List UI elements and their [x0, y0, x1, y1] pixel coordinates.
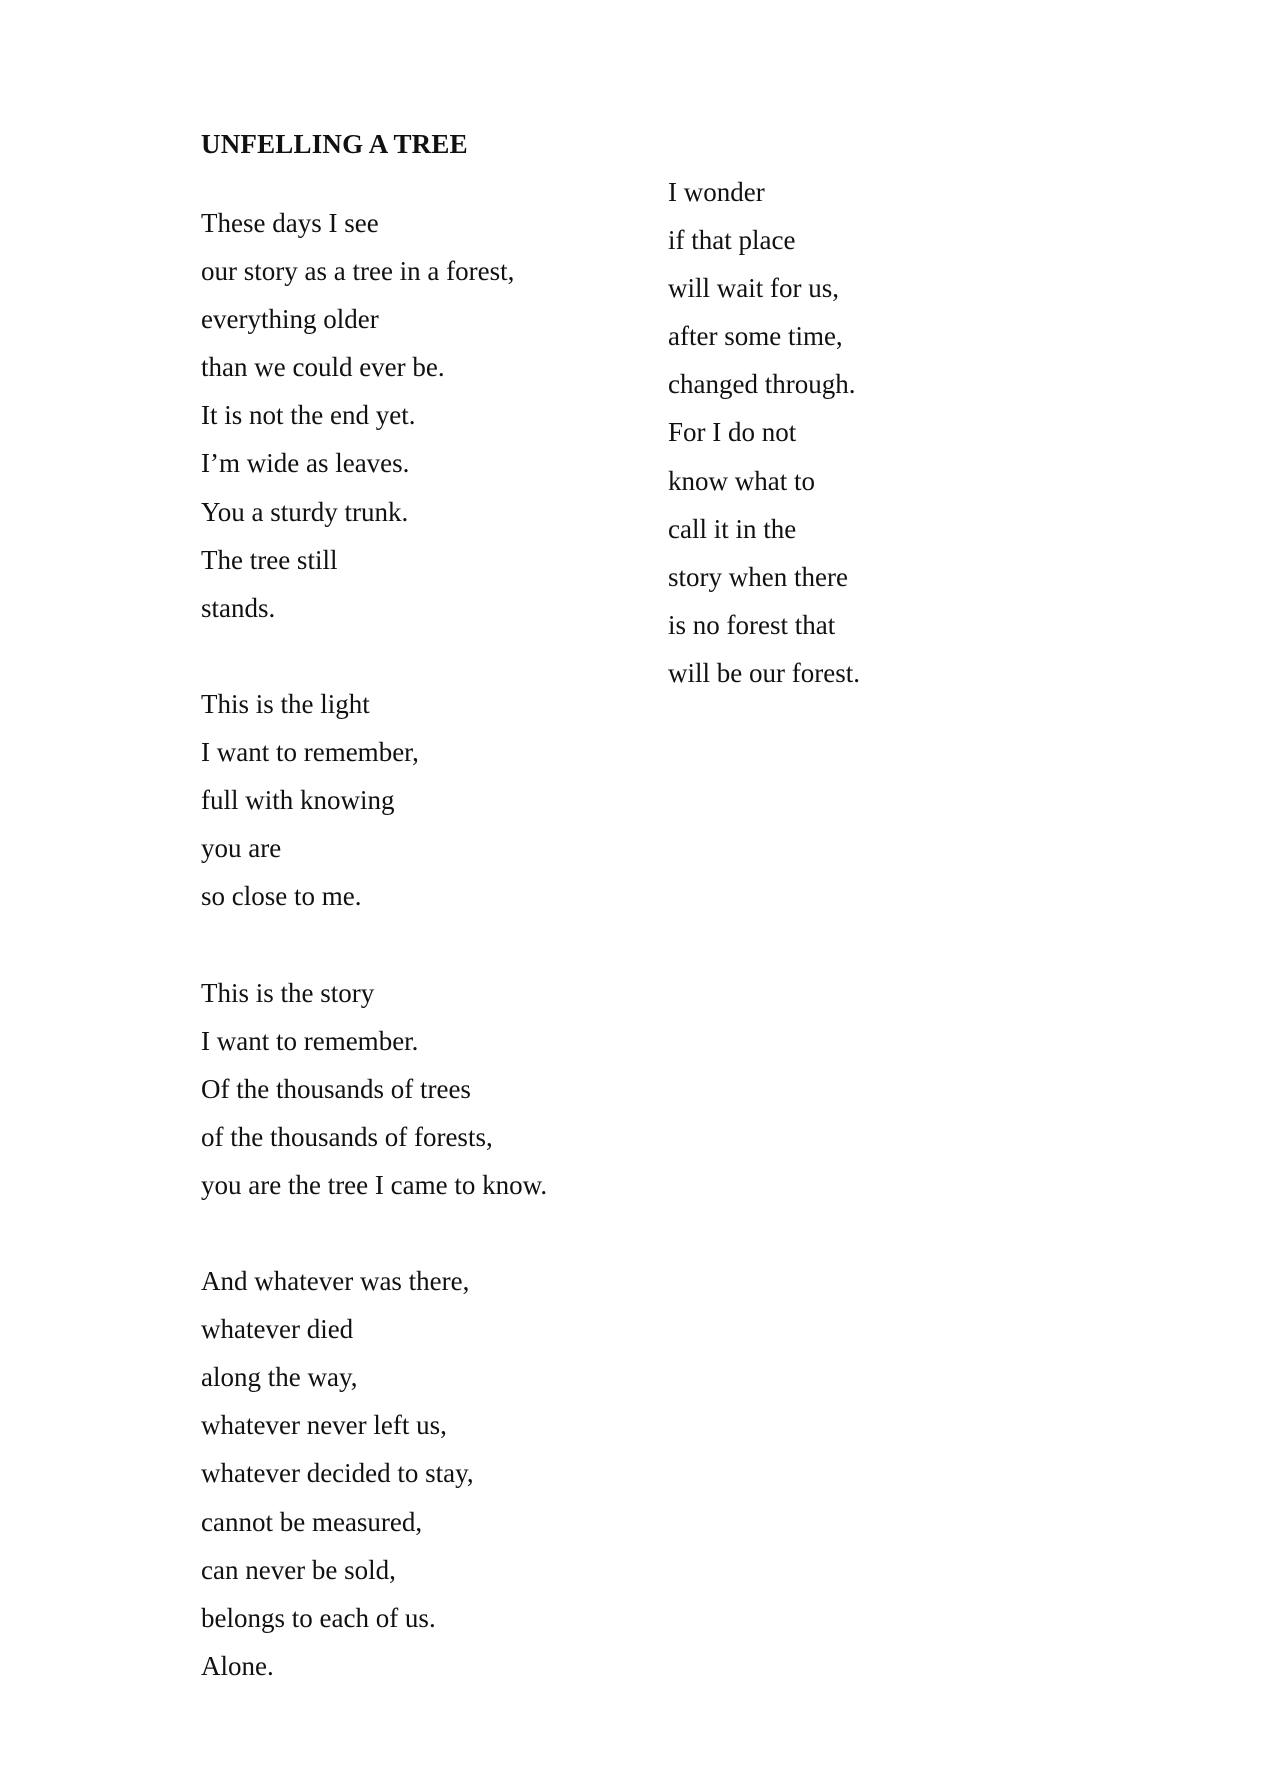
poem-line: stands. [201, 592, 276, 623]
poem-line: changed through. [668, 369, 856, 400]
poem-line: of the thousands of forests, [201, 1121, 493, 1152]
poem-line: The tree still [201, 544, 338, 575]
stanza-1 [201, 199, 547, 632]
poem-line: everything older [201, 304, 379, 335]
poem-line: than we could ever be. [201, 352, 445, 383]
poem-line: you are [201, 833, 282, 864]
poem-line: along the way, [201, 1362, 358, 1393]
poem-line: whatever decided to stay, [201, 1458, 474, 1489]
left-column [201, 199, 547, 1690]
poem-line: For I do not [668, 417, 797, 448]
poem-line: This is the light [201, 688, 370, 719]
poem-line: will wait for us, [668, 273, 839, 304]
poem-line: whatever never left us, [201, 1410, 447, 1441]
right-column [668, 168, 860, 697]
poem-line: call it in the [668, 513, 797, 544]
poem-line: if that place [668, 225, 796, 256]
stanza-2 [201, 680, 547, 920]
poem-line: Of the thousands of trees [201, 1073, 471, 1104]
poem-line: you are the tree I came to know. [201, 1169, 548, 1200]
stanza-3 [201, 969, 547, 1209]
poem-line: belongs to each of us. [201, 1602, 436, 1633]
poem-line: Alone. [201, 1650, 274, 1681]
poem-line: will be our forest. [668, 657, 860, 688]
poem-line: And whatever was there, [201, 1266, 470, 1297]
poem-line: our story as a tree in a forest, [201, 256, 515, 287]
poem-line: You a sturdy trunk. [201, 496, 409, 527]
poem-line: I wonder [668, 177, 765, 207]
poem-line: is no forest that [668, 609, 836, 640]
poem-line: full with knowing [201, 785, 395, 816]
poem-line: so close to me. [201, 881, 362, 912]
poem-line: story when there [668, 561, 848, 592]
poem-line: It is not the end yet. [201, 400, 416, 431]
stanza-4 [201, 1257, 547, 1690]
poem-line: whatever died [201, 1314, 354, 1345]
stanza-5 [668, 168, 860, 697]
poem-line: know what to [668, 465, 815, 496]
poem-line: I want to remember. [201, 1025, 419, 1056]
poem-line: after some time, [668, 321, 843, 352]
poem-line: I’m wide as leaves. [201, 448, 410, 479]
poem-title: UNFELLING A TREE [201, 129, 468, 159]
poem-line: This is the story [201, 977, 375, 1008]
poem-line: cannot be measured, [201, 1506, 423, 1537]
poem-line: I want to remember, [201, 737, 419, 768]
poem-line: can never be sold, [201, 1554, 396, 1585]
poem-line: These days I see [201, 208, 379, 238]
